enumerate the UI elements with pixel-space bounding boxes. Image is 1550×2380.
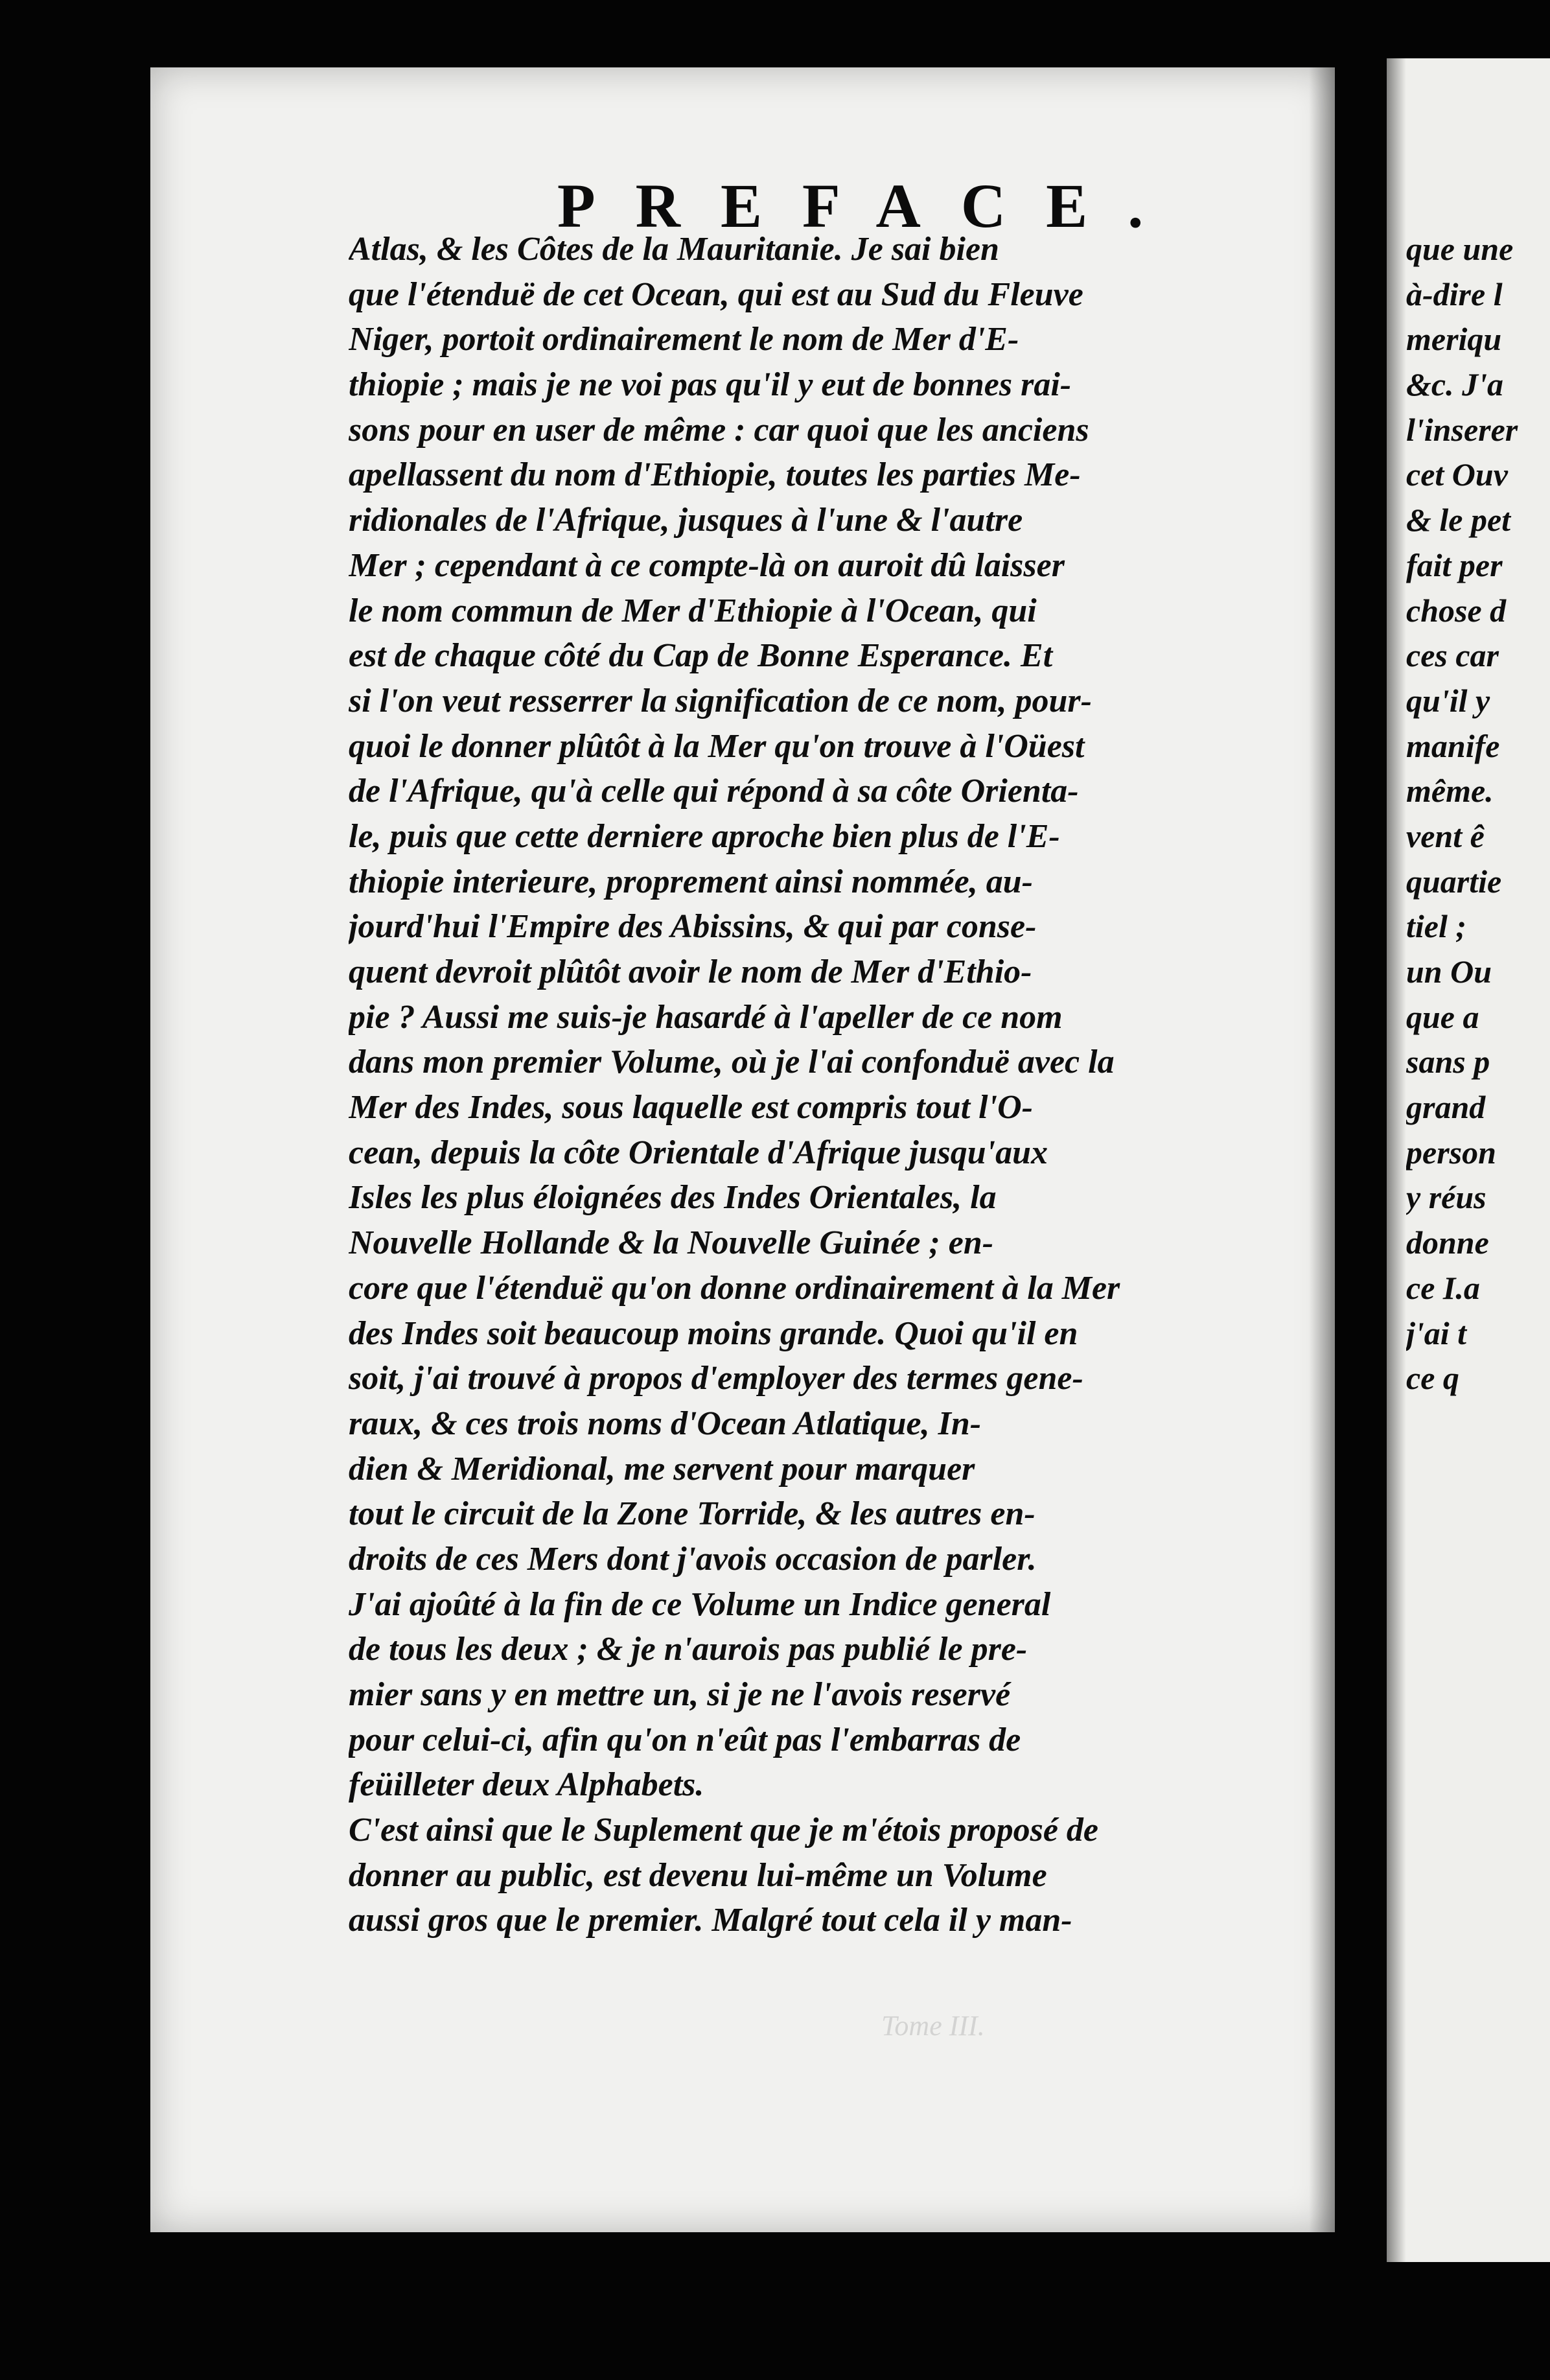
text-line: pour celui-ci, afin qu'on n'eût pas l'embarras de [349,1721,1021,1758]
text-line: pie ? Aussi me suis-je hasardé à l'apeller de ce nom [349,998,1063,1036]
text-line: core que l'étenduë qu'on donne ordinairement à la Mer [349,1269,1120,1307]
body-text [349,227,1321,1943]
text-line: raux, & ces trois noms d'Ocean Atlatique, In- [349,1405,982,1442]
text-line: feüilleter deux Alphabets. [349,1766,704,1804]
text-line: est de chaque côté du Cap de Bonne Esperance. Et [349,637,1053,675]
facing-text-line: fait per [1406,546,1503,583]
facing-text-line: ce q [1406,1360,1459,1397]
running-head: PREFACE. [557,171,1184,240]
facing-text-line: qu'il y [1406,682,1490,719]
facing-text-line: que a [1406,998,1479,1035]
text-line: Isles les plus éloignées des Indes Orientales, la [349,1179,997,1217]
facing-text-line: vent ê [1406,817,1485,854]
text-line: Mer des Indes, sous laquelle est compris tout l'O- [349,1089,1033,1126]
facing-text-line: à-dire l [1406,275,1503,312]
facing-text-line: & le pet [1406,502,1511,539]
text-line: soit, j'ai trouvé à propos d'employer des termes gene- [349,1360,1083,1397]
facing-text-line: grand [1406,1089,1486,1126]
text-line: Mer ; cependant à ce compte-là on auroit dû laisser [349,546,1065,584]
text-line: cean, depuis la côte Orientale d'Afrique jusqu'aux [349,1134,1048,1171]
text-line: mier sans y en mettre un, si je ne l'avois reservé [349,1676,1011,1713]
text-line: thiopie interieure, proprement ainsi nommée, au- [349,863,1033,900]
text-line: tout le circuit de la Zone Torride, & les autres en- [349,1495,1035,1533]
text-line: donner au public, est devenu lui-même un Volume [349,1856,1047,1894]
facing-text-line: l'inserer [1406,411,1518,448]
facing-text-line: ce I.a [1406,1269,1480,1306]
facing-text-line: chose d [1406,592,1507,629]
text-line: jourd'hui l'Empire des Abissins, & qui par conse- [349,908,1037,946]
facing-text-line: person [1406,1134,1496,1171]
facing-text-line: quartie [1406,863,1502,900]
facing-text-line: ces car [1406,637,1499,674]
text-line: dien & Meridional, me servent pour marquer [349,1450,975,1488]
text-line: le nom commun de Mer d'Ethiopie à l'Ocean, qui [349,592,1037,629]
text-line: si l'on veut resserrer la signification de ce nom, pour- [349,682,1092,719]
text-line: aussi gros que le premier. Malgré tout cela il y man- [349,1902,1072,1939]
facing-text-line: j'ai t [1406,1314,1467,1351]
facing-text-line: tiel ; [1406,908,1467,945]
text-line: Niger, portoit ordinairement le nom de Mer d'E- [349,321,1019,358]
text-line: thiopie ; mais je ne voi pas qu'il y eut de bonnes rai- [349,366,1072,404]
text-line: quoi le donner plûtôt à la Mer qu'on trouve à l'Oüest [349,727,1085,765]
text-line: dans mon premier Volume, où je l'ai confonduë avec la [349,1044,1115,1081]
text-line: sons pour en user de même : car quoi que les anciens [349,411,1089,449]
text-line: droits de ces Mers dont j'avois occasion de parler. [349,1540,1037,1578]
text-line: que l'étenduë de cet Ocean, qui est au Sud du Fleuve [349,275,1083,313]
facing-text-line: donne [1406,1224,1489,1261]
text-line: apellassent du nom d'Ethiopie, toutes les parties Me- [349,456,1081,494]
facing-text-line: que une [1406,231,1514,267]
bleed-through-text: Tome III. [881,2010,985,2042]
text-line: de tous les deux ; & je n'aurois pas publié le pre- [349,1631,1028,1668]
facing-text-line: y réus [1406,1179,1486,1216]
facing-text-line: manife [1406,727,1500,764]
facing-page-text [1406,227,1550,1401]
text-line: ridionales de l'Afrique, jusques à l'une & l'autre [349,502,1023,539]
facing-text-line: &c. J'a [1406,366,1503,403]
facing-text-line: meriqu [1406,321,1502,358]
text-line: de l'Afrique, qu'à celle qui répond à sa côte Orienta- [349,773,1079,810]
facing-text-line: cet Ouv [1406,456,1508,493]
text-line: quent devroit plûtôt avoir le nom de Mer d'Ethio- [349,953,1032,990]
facing-text-line: même. [1406,773,1494,810]
text-line: Atlas, & les Côtes de la Mauritanie. Je sai bien [349,231,999,268]
text-line: le, puis que cette derniere aproche bien plus de l'E- [349,817,1060,855]
text-line: J'ai ajoûté à la fin de ce Volume un Indice general [349,1585,1051,1623]
facing-text-line: sans p [1406,1044,1490,1080]
text-line: des Indes soit beaucoup moins grande. Quoi qu'il en [349,1314,1078,1352]
facing-text-line: un Ou [1406,953,1492,990]
text-line: Nouvelle Hollande & la Nouvelle Guinée ; en- [349,1224,994,1262]
text-line: C'est ainsi que le Suplement que je m'étois proposé de [349,1812,1098,1849]
